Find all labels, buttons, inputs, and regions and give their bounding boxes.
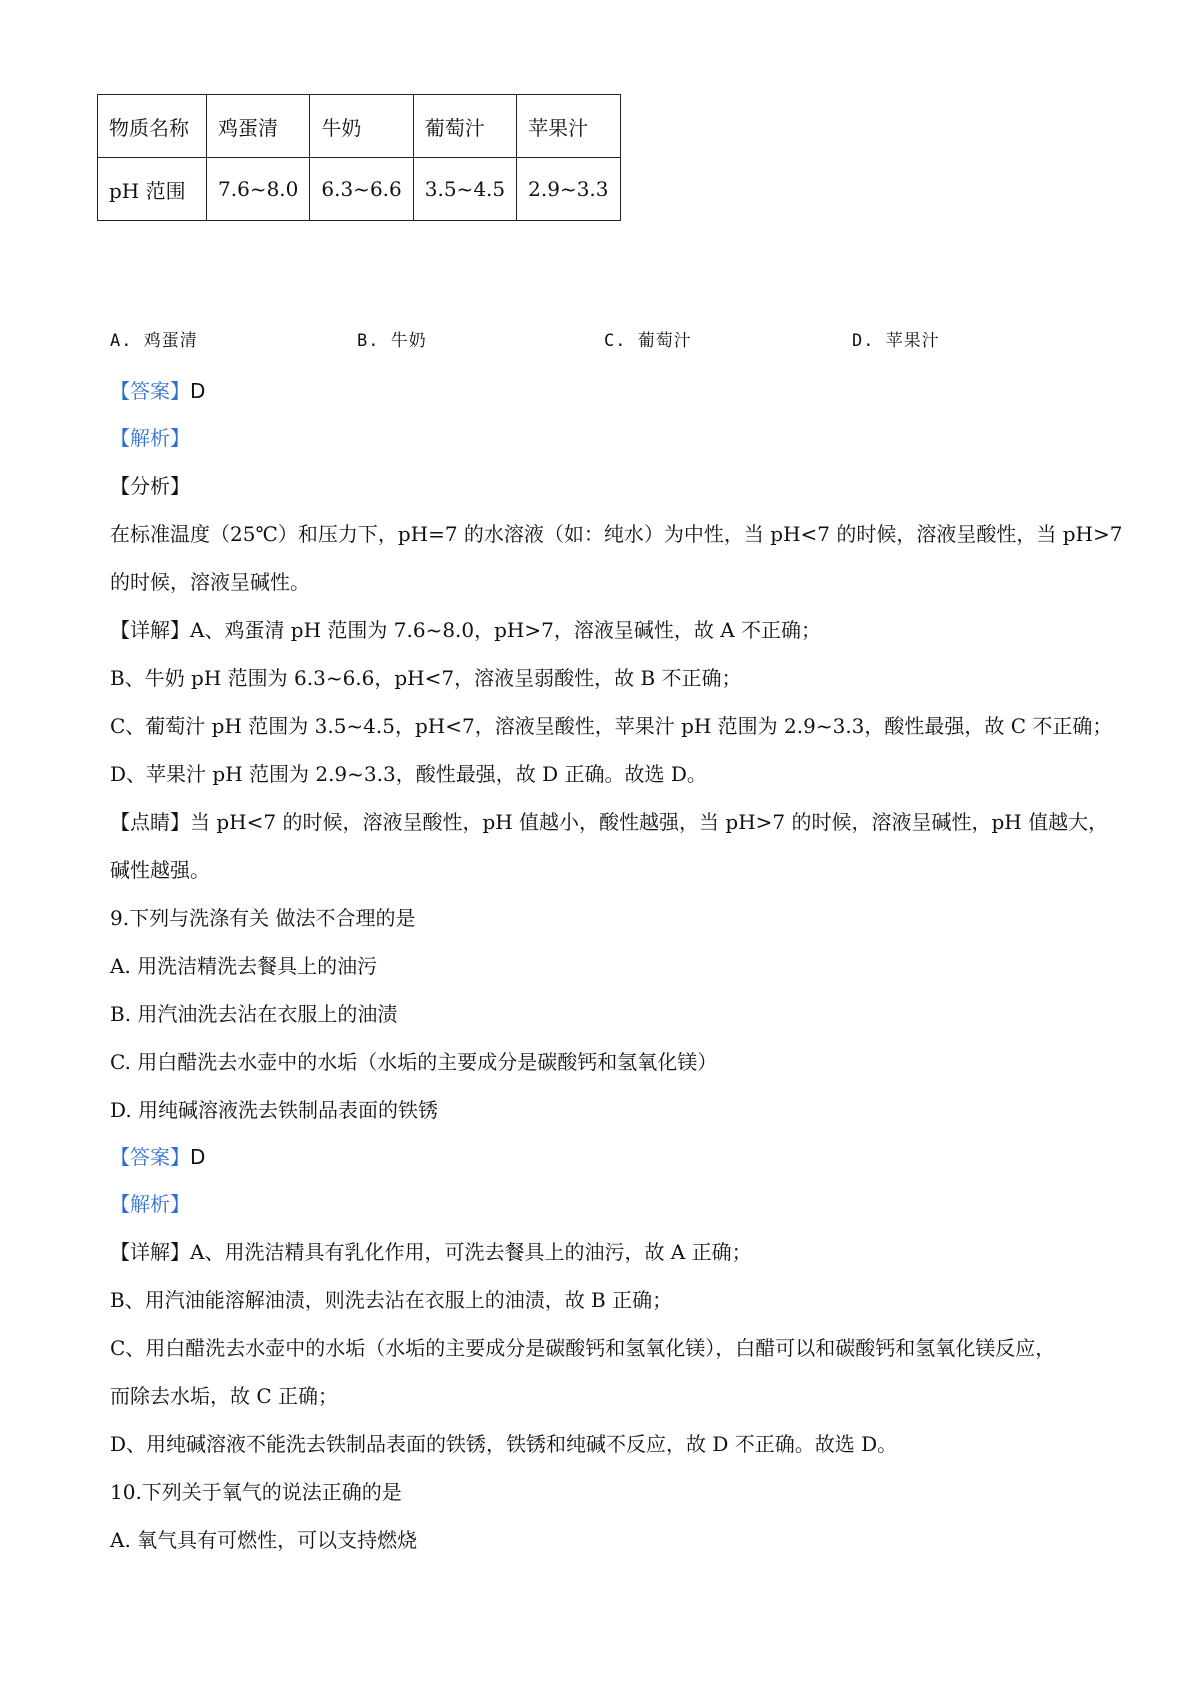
q8-detail-4: D、苹果汁 pH 范围为 2.9~3.3，酸性最强，故 D 正确。故选 D。	[110, 762, 707, 786]
answer-tag: 【答案】	[110, 379, 190, 403]
q9-option-d: D. 用纯碱溶液洗去铁制品表面的铁锈	[110, 1098, 439, 1122]
answer-value: D	[190, 379, 206, 403]
option-a: A. 鸡蛋清	[110, 331, 198, 351]
table-cell: 牛奶	[310, 95, 413, 158]
q9-detail-1: 【详解】A、用洗洁精具有乳化作用，可洗去餐具上的油污，故 A 正确；	[110, 1240, 752, 1264]
q9-detail-3: C、用白醋洗去水壶中的水垢（水垢的主要成分是碳酸钙和氢氧化镁），白醋可以和碳酸钙和氢氧化镁反应，	[110, 1336, 1056, 1360]
answer-value: D	[190, 1145, 206, 1169]
q9-answer	[110, 1141, 205, 1170]
q8-tip-1: 【点睛】当 pH<7 的时候，溶液呈酸性，pH 值越小，酸性越强，当 pH>7 的时候，溶液呈碱性，pH 值越大，	[110, 810, 1109, 834]
option-d: D. 苹果汁	[852, 331, 940, 351]
q9-option-b: B. 用汽油洗去沾在衣服上的油渍	[110, 1002, 398, 1026]
q8-detail-1: 【详解】A、鸡蛋清 pH 范围为 7.6~8.0，pH>7，溶液呈碱性，故 A 不正确；	[110, 618, 822, 642]
table-cell: 6.3~6.6	[310, 158, 413, 221]
q8-fenxi-tag: 【分析】	[110, 474, 190, 498]
table-cell: pH 范围	[98, 158, 207, 221]
q8-fenxi-line2: 的时候，溶液呈碱性。	[110, 570, 310, 594]
table-row	[98, 158, 621, 221]
table-cell: 苹果汁	[517, 95, 620, 158]
table-cell: 葡萄汁	[413, 95, 516, 158]
q9-option-a: A. 用洗洁精洗去餐具上的油污	[110, 954, 378, 978]
q8-fenxi-line1: 在标准温度（25℃）和压力下，pH=7 的水溶液（如：纯水）为中性，当 pH<7 的时候，溶液呈酸性，当 pH>7	[110, 522, 1123, 546]
q8-answer	[110, 375, 205, 404]
table-cell: 2.9~3.3	[517, 158, 620, 221]
q8-analysis-tag: 【解析】	[110, 426, 190, 450]
q10-question: 10.下列关于氧气的说法正确的是	[110, 1480, 402, 1504]
table-cell: 7.6~8.0	[207, 158, 310, 221]
q9-question: 9.下列与洗涤有关 做法不合理的是	[110, 906, 416, 930]
table-row	[98, 95, 621, 158]
table-cell: 3.5~4.5	[413, 158, 516, 221]
q9-detail-5: D、用纯碱溶液不能洗去铁制品表面的铁锈，铁锈和纯碱不反应，故 D 不正确。故选 D。	[110, 1432, 898, 1456]
ph-table	[97, 94, 621, 221]
q9-detail-4: 而除去水垢，故 C 正确；	[110, 1384, 339, 1408]
q8-detail-2: B、牛奶 pH 范围为 6.3~6.6，pH<7，溶液呈弱酸性，故 B 不正确；	[110, 666, 742, 690]
table-cell: 鸡蛋清	[207, 95, 310, 158]
option-b: B. 牛奶	[357, 331, 427, 351]
q9-detail-2: B、用汽油能溶解油渍，则洗去沾在衣服上的油渍，故 B 正确；	[110, 1288, 673, 1312]
q10-option-a: A. 氧气具有可燃性，可以支持燃烧	[110, 1528, 418, 1552]
q8-detail-3: C、葡萄汁 pH 范围为 3.5~4.5，pH<7，溶液呈酸性，苹果汁 pH 范围为 2.9~3.3，酸性最强，故 C 不正确；	[110, 714, 1113, 738]
q8-options	[110, 326, 1110, 356]
q9-option-c: C. 用白醋洗去水壶中的水垢（水垢的主要成分是碳酸钙和氢氧化镁）	[110, 1050, 718, 1074]
answer-tag: 【答案】	[110, 1145, 190, 1169]
table-cell: 物质名称	[98, 95, 207, 158]
option-c: C. 葡萄汁	[604, 331, 692, 351]
q8-tip-2: 碱性越强。	[110, 858, 210, 882]
q9-analysis-tag: 【解析】	[110, 1192, 190, 1216]
